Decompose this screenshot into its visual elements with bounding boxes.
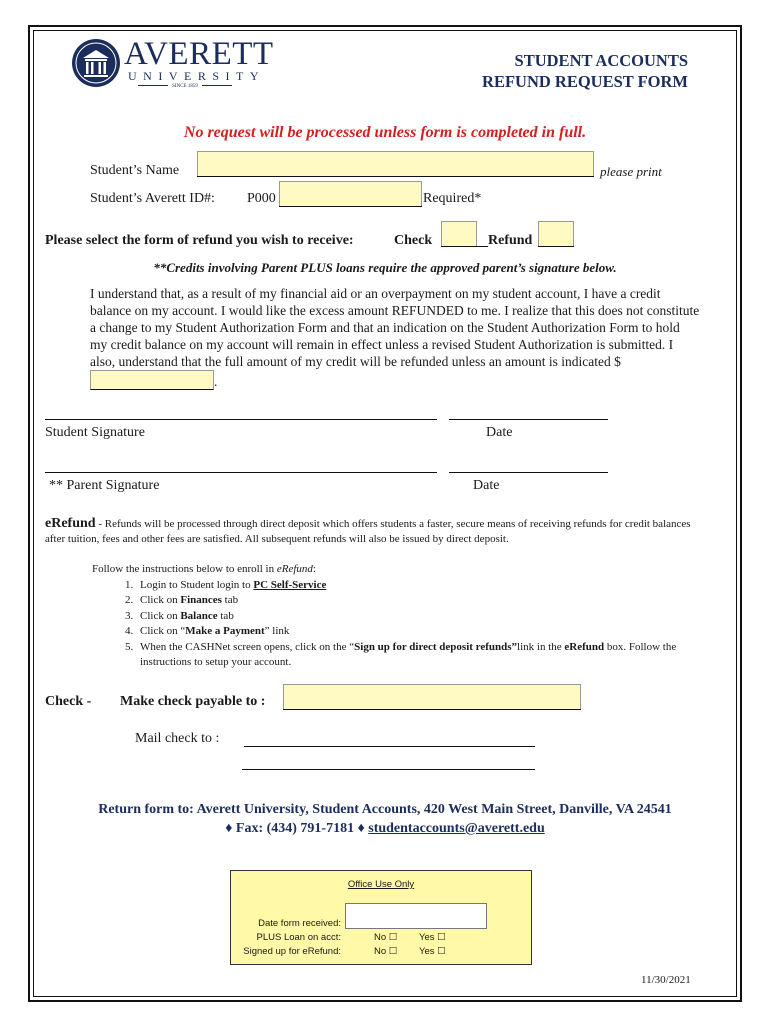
completion-warning: No request will be processed unless form is completed in full. (183, 124, 587, 141)
date-received-field[interactable] (345, 903, 487, 929)
agreement-paragraph: I understand that, as a result of my financial aid or an overpayment on my student account, I have a credit balance on my account. I would like the excess amount REFUNDED to me. I realize that this does not constitute a change to my Student Authorization Form and that an indication on the Student Authorization Form to hold my credit balance on my account will remain in effect unless a revised Student Authorization is submitted. I also, understand that the full amount of my credit will be refunded unless an amount is indicated $. (90, 286, 700, 389)
parent-plus-note: **Credits involving Parent PLUS loans require the approved parent’s signature below. (153, 260, 617, 275)
form-title (482, 50, 688, 92)
parent-date-label: Date (473, 478, 500, 493)
erefund-steps-list (92, 578, 712, 671)
refund-option-box[interactable] (538, 221, 574, 247)
erefund-instructions (92, 562, 712, 671)
student-signature-label: Student Signature (45, 425, 145, 440)
form-revision-date: 11/30/2021 (641, 974, 691, 986)
logo-wordmark: AVERETT (124, 36, 274, 72)
logo-since-text: SINCE 1859 (128, 84, 242, 89)
student-date-label: Date (486, 425, 513, 440)
student-id-label: Student’s Averett ID#: (90, 191, 215, 206)
payable-to-underline (283, 709, 581, 710)
refund-option-underline (538, 246, 574, 247)
logo-university-text: UNIVERSITY (128, 69, 265, 83)
refund-option-label: Refund (488, 233, 533, 248)
erefund-description: - Refunds will be processed through direct deposit which offers students a faster, secure means of receiving refunds for credit balances after tuition, fees and other fees are satisfied. All subsequent refunds will also be issued by direct deposit. (45, 518, 691, 545)
parent-signature-label: ** Parent Signature (49, 478, 160, 493)
return-address: Return form to: Averett University, Student Accounts, 420 West Main Street, Danville, VA 24541 (98, 802, 672, 817)
parent-signature-line[interactable] (45, 472, 437, 473)
list-item: 5. When the CASHNet screen opens, click on the “Sign up for direct deposit refunds”link in the eRefund box. Follow the instructions to setup your account. (136, 640, 712, 671)
student-name-underline (197, 176, 594, 177)
payable-to-label: Make check payable to : (120, 694, 266, 709)
required-note: Required* (423, 191, 482, 206)
student-id-prefix: P000 (247, 191, 276, 206)
agreement-text: I understand that, as a result of my financial aid or an overpayment on my student account, I have a credit balance on my account. I would like the excess amount REFUNDED to me. I realize that this does not constitute a change to my Student Authorization Form and that an indication on the Student Authorization Form to hold my credit balance on my account will remain in effect unless a revised Student Authorization is submitted. I also, understand that the full amount of my credit will be refunded unless an amount is indicated $ (90, 286, 700, 369)
erefund-intro: Follow the instructions below to enroll in eRefund: (92, 563, 316, 575)
office-use-title: Office Use Only (347, 879, 415, 890)
check-option-box[interactable] (441, 221, 477, 247)
student-date-line[interactable] (449, 419, 608, 420)
erefund-heading: eRefund (45, 516, 96, 531)
return-instructions (0, 800, 770, 838)
plus-loan-yes-checkbox[interactable]: Yes ☐ (419, 932, 446, 943)
mail-address-line-2[interactable] (242, 769, 535, 770)
refund-type-prompt: Please select the form of refund you wish to receive: (45, 233, 354, 248)
check-option-underline (441, 246, 488, 247)
return-contact (0, 819, 770, 838)
payable-to-field[interactable] (283, 684, 581, 710)
student-name-label: Student’s Name (90, 163, 180, 178)
date-received-label: Date form received: (258, 918, 341, 929)
form-title-line2: REFUND REQUEST FORM (482, 72, 688, 91)
student-id-underline (279, 206, 422, 207)
refund-amount-field[interactable] (90, 370, 214, 390)
email-link[interactable]: studentaccounts@averett.edu (368, 821, 545, 836)
list-item: 4. Click on “Make a Payment” link (136, 624, 712, 640)
list-item: 3. Click on Balance tab (136, 609, 712, 625)
please-print-hint: please print (600, 164, 662, 179)
mail-address-line-1[interactable] (244, 746, 535, 747)
list-item: 1. Login to Student login to PC Self-Service (136, 578, 712, 594)
list-item: 2. Click on Finances tab (136, 593, 712, 609)
plus-loan-no-checkbox[interactable]: No ☐ (374, 932, 398, 943)
erefund-section (45, 516, 705, 547)
student-name-field[interactable] (197, 151, 594, 177)
erefund-yes-checkbox[interactable]: Yes ☐ (419, 946, 446, 957)
plus-loan-label: PLUS Loan on acct: (256, 932, 341, 943)
office-use-box (230, 870, 532, 965)
form-title-line1: STUDENT ACCOUNTS (514, 51, 688, 70)
pc-self-service-link[interactable]: PC Self-Service (253, 578, 327, 591)
mail-check-label: Mail check to : (135, 731, 220, 746)
student-signature-line[interactable] (45, 419, 437, 420)
fax-number: ♦ Fax: (434) 791-7181 ♦ (225, 821, 369, 836)
parent-date-line[interactable] (449, 472, 608, 473)
student-id-field[interactable] (279, 181, 422, 207)
averett-seal-logo (71, 38, 121, 88)
erefund-no-checkbox[interactable]: No ☐ (374, 946, 398, 957)
erefund-signup-label: Signed up for eRefund: (243, 946, 341, 957)
check-option-label: Check (394, 233, 433, 248)
check-heading: Check - (45, 694, 92, 709)
